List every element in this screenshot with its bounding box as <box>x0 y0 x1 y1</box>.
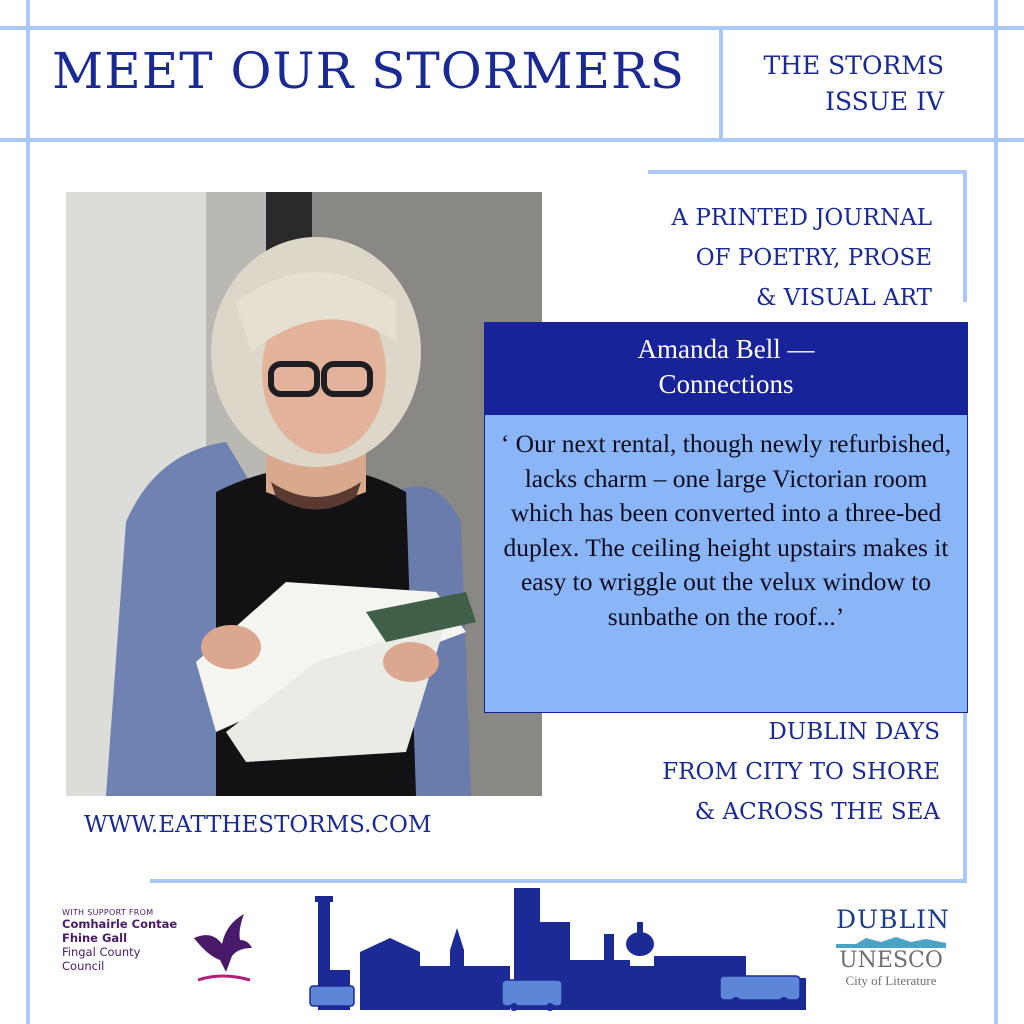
sponsor-name-1: Comhairle Contae <box>62 917 178 931</box>
frame-right-lower-line <box>963 712 967 882</box>
issue-line-2: ISSUE IV <box>825 87 944 116</box>
website-link[interactable]: WWW.EATTHESTORMS.COM <box>84 812 432 838</box>
page-title: MEET OUR STORMERS <box>52 42 685 100</box>
frame-top-inner-line <box>648 170 967 174</box>
sponsor-name-3: Fingal County <box>62 945 141 959</box>
frame-header-divider <box>719 28 723 140</box>
quote-text: ‘ Our next rental, though newly refurbished, lacks charm – one large Victorian room which has been converted into a three-bed duplex. The ceiling height upstairs makes it easy to wriggle out the velux window to sunbathe on the roof...’ <box>484 415 968 713</box>
journal-line-2: OF POETRY, PROSE <box>695 245 932 271</box>
issue-label <box>763 48 944 120</box>
quote-piece-title: Connections <box>658 369 794 399</box>
issue-line-1: THE STORMS <box>763 51 944 80</box>
sponsor-name-2: Fhine Gall <box>62 931 128 945</box>
frame-right-line <box>994 0 998 1024</box>
journal-line-3: & VISUAL ART <box>756 285 932 311</box>
quote-author: Amanda Bell — <box>637 334 815 364</box>
dublin-logo-title: DUBLIN <box>836 905 950 934</box>
sponsor-credit <box>62 908 177 973</box>
frame-left-line <box>26 0 30 1024</box>
journal-description <box>671 198 932 318</box>
dublin-logo-subtitle: City of Literature <box>845 973 937 988</box>
issue-theme <box>662 712 940 832</box>
theme-line-1: DUBLIN DAYS <box>768 719 940 745</box>
quote-header <box>484 322 968 415</box>
wave-icon <box>836 934 946 948</box>
frame-header-bottom-line <box>0 138 1024 142</box>
fingal-eagle-icon <box>192 910 254 986</box>
journal-line-1: A PRINTED JOURNAL <box>671 205 932 231</box>
dublin-logo-unesco: UNESCO <box>839 948 943 973</box>
sponsor-name-4: Council <box>62 959 105 973</box>
theme-line-2: FROM CITY TO SHORE <box>662 759 940 785</box>
dublin-skyline-icon <box>300 882 812 1012</box>
sponsor-intro: WITH SUPPORT FROM <box>62 908 154 917</box>
frame-right-inner-line <box>963 172 967 302</box>
theme-line-3: & ACROSS THE SEA <box>694 799 940 825</box>
frame-top-line <box>0 26 1024 30</box>
author-photo <box>66 192 542 796</box>
